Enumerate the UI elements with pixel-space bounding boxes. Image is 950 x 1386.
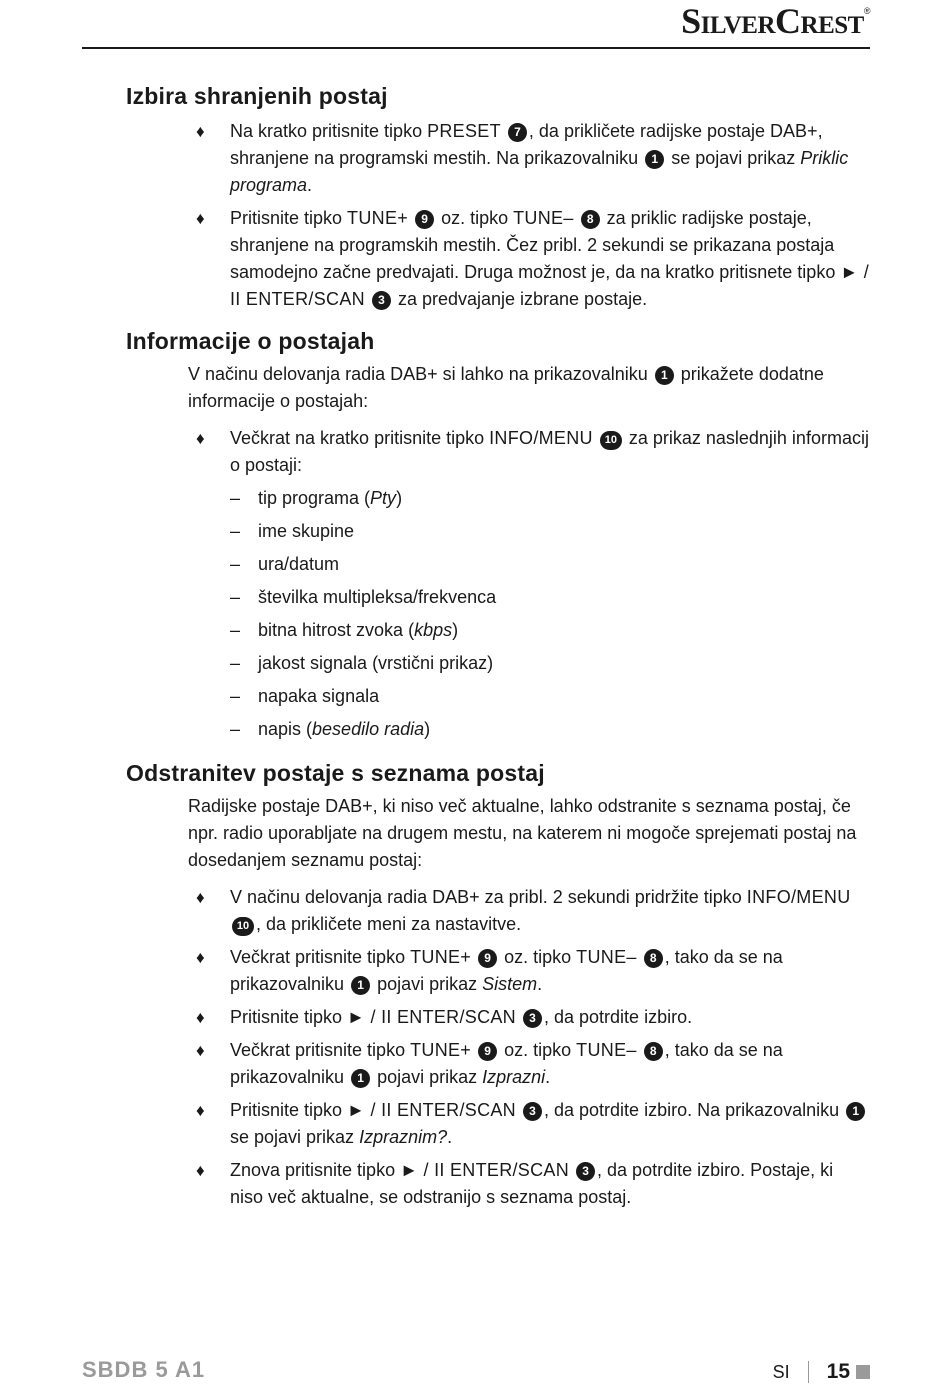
footer-model: SBDB 5 A1 [82, 1357, 206, 1382]
list-item: ♦ Pritisnite tipko TUNE+ 9 oz. tipko TUNE– 8 za priklic radijske postaje, shranjene na programskih mestih. Čez pribl. 2 sekundi se prikazana postaja samodejno začne predvajati. Druga možnost je, da na kratko pritisnete tipko ► / II ENTER/SCAN 3 za predvajanje izbrane postaje. [126, 205, 871, 313]
bullet-icon: ♦ [196, 1041, 205, 1060]
callout-number: 1 [846, 1102, 865, 1121]
callout-number: 3 [576, 1162, 595, 1181]
callout-number: 10 [600, 431, 622, 450]
page-content [126, 80, 871, 1211]
list-item: – ime skupine [230, 521, 355, 541]
page-number: 15 [826, 1360, 850, 1383]
callout-number: 7 [508, 123, 527, 142]
bullet-icon: ♦ [196, 1101, 205, 1120]
list-item: ♦ Znova pritisnite tipko ► / II ENTER/SCAN 3 , da potrdite izbiro. Postaje, ki niso več aktualne, se odstranijo s seznama postaj. [126, 1157, 871, 1211]
callout-number: 9 [478, 949, 497, 968]
bullet-icon: ♦ [196, 948, 205, 967]
callout-number: 3 [523, 1102, 542, 1121]
list-item: ♦ Na kratko pritisnite tipko PRESET 7 , da prikličete radijske postaje DAB+, shranjene na programski mestih. Na prikazovalniku 1 se pojavi prikaz Priklic programa. [126, 118, 871, 199]
list-item: – napis (besedilo radia) [230, 719, 431, 739]
bullet-list [126, 118, 871, 313]
footer-language: SI [772, 1361, 790, 1382]
callout-number: 8 [581, 210, 600, 229]
list-item: – ura/datum [230, 554, 340, 574]
section-title-station-info: Informacije o postajah [126, 328, 375, 354]
callout-number: 9 [478, 1042, 497, 1061]
bullet-list [126, 884, 871, 1211]
list-item: ♦ Pritisnite tipko ► / II ENTER/SCAN 3 , da potrdite izbiro. [126, 1004, 871, 1031]
bullet-icon: ♦ [196, 1161, 205, 1180]
bullet-list [126, 425, 871, 479]
footer-divider [808, 1361, 809, 1383]
section-intro: V načinu delovanja radia DAB+ si lahko na prikazovalniku 1 prikažete dodatne informacije o postajah: [188, 364, 824, 411]
brand-logo: SilverCrest® [681, 1, 870, 41]
callout-number: 9 [415, 210, 434, 229]
callout-number: 3 [523, 1009, 542, 1028]
callout-number: 3 [372, 291, 391, 310]
list-item: – napaka signala [230, 686, 380, 706]
list-item: – bitna hitrost zvoka (kbps) [230, 620, 459, 640]
callout-number: 1 [655, 366, 674, 385]
list-item: – tip programa (Pty) [230, 488, 403, 508]
section-title-remove-stations: Odstranitev postaje s seznama postaj [126, 760, 545, 786]
section-title-saved-stations: Izbira shranjenih postaj [126, 83, 388, 109]
callout-number: 1 [351, 1069, 370, 1088]
bullet-icon: ♦ [196, 122, 205, 141]
footer-pagination [773, 1360, 870, 1384]
callout-number: 8 [644, 1042, 663, 1061]
bullet-icon: ♦ [196, 429, 205, 448]
bullet-icon: ♦ [196, 888, 205, 907]
section-intro: Radijske postaje DAB+, ki niso več aktualne, lahko odstranite s seznama postaj, če npr. radio uporabljate na drugem mestu, na katerem ni mogoče sprejemati postaj na dosedanjem seznamu postaj: [188, 796, 857, 870]
list-item: ♦ Večkrat na kratko pritisnite tipko INFO/MENU 10 za prikaz naslednjih informacij o postaji: [126, 425, 871, 479]
square-icon [856, 1365, 870, 1379]
list-item: ♦ Večkrat pritisnite tipko TUNE+ 9 oz. tipko TUNE– 8 , tako da se na prikazovalniku 1 pojavi prikaz Izprazni. [126, 1037, 871, 1091]
header-rule [82, 47, 870, 49]
list-item: ♦ Pritisnite tipko ► / II ENTER/SCAN 3 , da potrdite izbiro. Na prikazovalniku 1 se pojavi prikaz Izpraznim?. [126, 1097, 871, 1151]
callout-number: 1 [645, 150, 664, 169]
list-item: ♦ Večkrat pritisnite tipko TUNE+ 9 oz. tipko TUNE– 8 , tako da se na prikazovalniku 1 pojavi prikaz Sistem. [126, 944, 871, 998]
callout-number: 8 [644, 949, 663, 968]
bullet-icon: ♦ [196, 1008, 205, 1027]
list-item: ♦ V načinu delovanja radia DAB+ za pribl. 2 sekundi pridržite tipko INFO/MENU 10 , da prikličete meni za nastavitve. [126, 884, 871, 938]
callout-number: 1 [351, 976, 370, 995]
list-item: – jakost signala (vrstični prikaz) [230, 653, 494, 673]
callout-number: 10 [232, 917, 254, 936]
dash-list [126, 485, 871, 743]
list-item: – številka multipleksa/frekvenca [230, 587, 497, 607]
bullet-icon: ♦ [196, 209, 205, 228]
